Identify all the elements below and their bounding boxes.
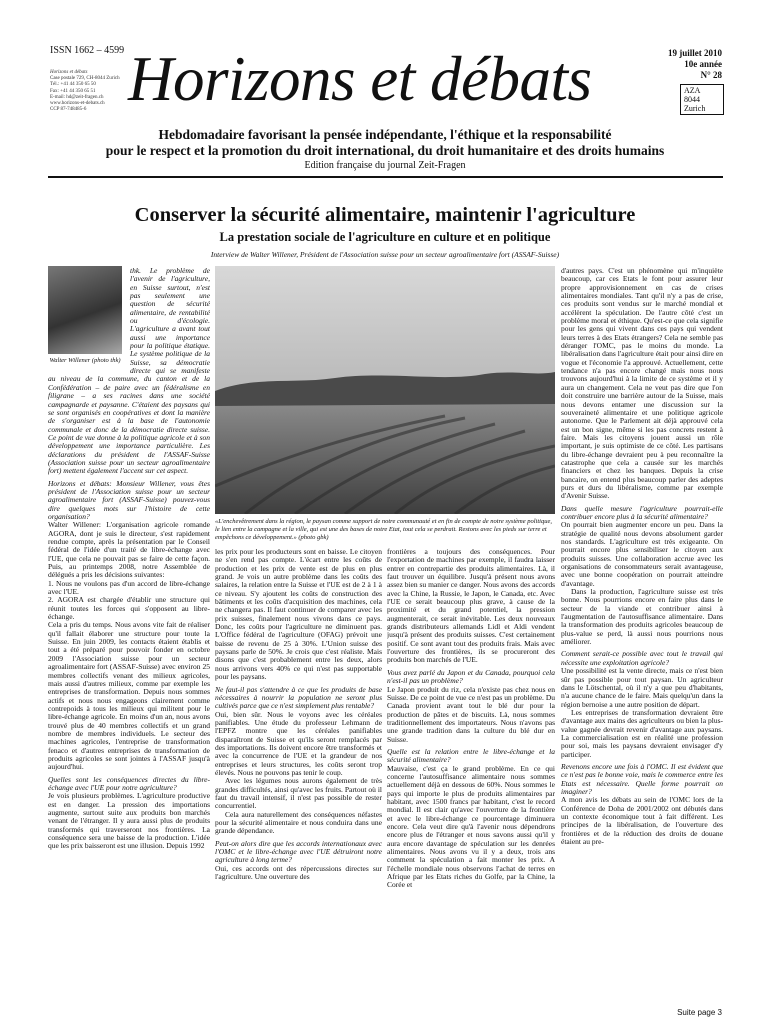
paragraph: Oui, bien sûr. Nous le voyons avec les céréales panifiables. Une étude du professeur Lehmann de l'EPFZ montre que les céréales panifiables disparaîtront de Suisse et qu'ils seront remplacés par des importations. Ils doivent encore être transformés et avec la concurrence de l'UE et la grandeur de nos entreprises et leurs structures, les coûts seront trop élevés. Nous ne pouvons pas tenir le coup. [215, 709, 382, 777]
author-photo-caption: Walter Willener (photo thk) [49, 357, 121, 364]
publisher-line: CCP 87-748485-6 [50, 107, 87, 113]
paragraph: A mon avis les débats au sein de l'OMC lors de la Conférence de Doha de 2001/2002 ont débutés dans un contexte économique tout à fait différent. Les principes de la libéralisation, de l'ouverture des frontières et de la réduction des droits de douane étaient au pre- [561, 795, 723, 847]
paragraph: Une possibilité est la vente directe, mais ce n'est bien sûr pas possible pour tout paysan. Un agriculteur dans le Lötschental, où il n'y a que peu d'habitants, n'a aucune chance de le faire. Mais quelqu'un dans la région bernoise a une autre position de départ. [561, 666, 723, 709]
publisher-line: Case postale 729, CH-8044 Zurich [50, 76, 120, 82]
paragraph: Cela a pris du temps. Nous avons vite fait de réaliser qu'il fallait élaborer une structure pour toute la Suisse. En juin 2009, les contacts étaient établis et tout a été préparé pour pouvoir fonder en octobre 2009 l'Association suisse pour un secteur agroalimentaire fort (ASSAF-Suisse) avec environ 25 membres collectifs venant des milieux agricoles, mais aussi d'autres milieux, comme par exemple les entreprises de transformation. Depuis nous sommes actifs et nous nous engageons clairement comme contrepoids à tous les milieux qui militent pour le libre-échange agricole. En moins d'un an, nous avons trouvé plus de 40 membres collectifs et un grand nombre de membres individuels. Le secteur des machines agricoles, l'entreprise de transformation fenaco et d'autres entreprises de transformation de produits agricoles se sont jointes à l'ASSAF jusqu'à aujourd'hui. [48, 620, 210, 772]
author-photo [48, 266, 122, 354]
paragraph: Les entreprises de transformation devraient être d'avantage aux mains des agriculteurs ou bien la plus-value gagnée devrait revenir d'avantage aux paysans. La commercialisation est en réalité une profession pour soi, mais les paysans devraient envisager d'y participer. [561, 707, 723, 759]
publisher-line: www.horizons-et-debats.ch [50, 101, 105, 107]
paragraph: Je vois plusieurs problèmes. L'agriculture productive est en danger. La pression des importations augmente, surtout suite aux produits bon marchés venant de l'étranger. Il y aura aussi plus de produits transformés qui traverseront nos frontières. La conséquence sera une baisse de la production. L'idée que les prix baisseront est une illusion. Depuis 1992 [48, 791, 210, 851]
interview-question: Quelles sont les conséquences directes du libre-échange avec l'UE pour notre agriculture? [48, 774, 210, 792]
paragraph: Oui, ces accords ont des répercussions directes sur l'agriculture. Une ouverture des [215, 863, 382, 882]
interview-question: Quelle est la relation entre le libre-échange et la sécurité alimentaire? [387, 746, 555, 765]
interview-question: Vous avez parlé du Japon et du Canada, pourquoi cela n'est-il pas un problème? [387, 667, 555, 686]
masthead-divider [48, 176, 723, 178]
issue-info [668, 48, 722, 81]
tagline-line-2: pour le respect et la promotion du droit international, du droit humanitaire et des droits humains [105, 143, 665, 158]
publisher-info [50, 70, 130, 113]
interview-question: Peut-on alors dire que les accords internationaux avec l'OMC et le libre-échange avec l'UE détruiront notre agriculture à long terme? [215, 838, 382, 865]
interview-question: Ne faut-il pas s'attendre à ce que les produits de base nécessaires à nourrir la population ne seront plus cultivés parce que ce n'est simplement plus rentable? [215, 684, 382, 711]
interview-question: Dans quelle mesure l'agriculture pourrait-elle contribuer encore plus à la sécurité alimentaire? [561, 503, 723, 521]
interview-byline: Interview de Walter Willener, Président de l'Association suisse pour un secteur agroalimentaire fort (ASSAF-Suisse) [210, 250, 560, 259]
paragraph: 1. Nous ne voulons pas d'un accord de libre-échange avec l'UE. [48, 578, 210, 597]
interview-question: Comment serait-ce possible avec tout le travail qui nécessite une exploitation agricole? [561, 649, 723, 667]
tagline [0, 127, 770, 159]
paragraph: Cela aura naturellement des conséquences néfastes pour la sécurité alimentaire et nous conduira dans une grande dépendance. [215, 809, 382, 836]
field-photo [215, 266, 555, 514]
publisher-line: Fax: +41 44 350 65 51 [50, 88, 96, 94]
paragraph: On pourrait bien augmenter encore un peu. Dans la stratégie de qualité nous devons absolument garder nos standards. L'agriculture est très exigeante. On pourrait encore plus sensibiliser le citoyen aux produits suisses. Une collaboration accrue avec les organisations de consommateurs serait avantageuse, avec une bonne coopération on pourrait atteindre d'avantage. [561, 520, 723, 588]
paragraph: Mauvaise, c'est ça le grand problème. En ce qui concerne l'autosuffisance alimentaire nous sommes actuellement déjà en dessous de 60%. Nous sommes le pays qui importe le plus de produits alimentaires par habitant, avec 1500 francs par habitant, c'est le record mondial. Il est clair qu'avec l'ouverture de la frontière et avec le libre-échange ce pourcentage diminuera encore. Cela veut dire qu'à l'avenir nous dépendrons encore plus de l'étranger et nous savons aussi qu'il y aura encore davantage de spéculation sur les denrées alimentaires. Nous avons vu il y a deux, trois ans comment la spéculation a fait monter les prix. A l'échelle mondiale nous observons l'achat de terres en Afrique par les Etats riches du Golfe, par la Chine, la Corée et [387, 763, 555, 890]
issue-number: N° 28 [700, 70, 722, 80]
publisher-line: Tél.: +41 44 350 65 50 [50, 82, 96, 88]
interview-question: Horizons et débats: Monsieur Willener, vous êtes président de l'Association suisse pour un secteur agroalimentaire fort (ASSAF-Suisse) pouvez-vous dire quelques mots sur l'histoire de cette organisation? [48, 478, 210, 521]
issn: ISSN 1662 – 4599 [50, 45, 125, 56]
issue-year: 10e année [684, 59, 722, 69]
paragraph: Walter Willener: L'organisation agricole romande AGORA, dont je suis le directeur, s'est rapidement rendue compte, après la présentation par le Conseil fédéral de l'idée d'un traité de libre-échange avec l'UE, que cela ne pouvait pas se faire de cette façon. Puis, au printemps 2008, notre Assemblée de délégués a pris les décisions suivantes: [48, 520, 210, 580]
paragraph: 2. AGORA est chargée d'établir une structure qui réunit toutes les forces qui s'opposent au libre-échange. [48, 595, 210, 622]
publisher-line: Horizons et débats [50, 70, 88, 75]
paragraph: les prix pour les producteurs sont en baisse. Le citoyen ne s'en rend pas compte. L'écart entre les coûts de production et les prix de vente est de plus en plus grand. Je vois un autre problème dans les coûts des salaires, la relation entre la Suisse et l'UE est de 2 à 1 à ce niveau. S'y ajoutent les coûts de construction des bâtiments et les coûts d'acquisition des machines, cela ne changera pas. Il faut continuer de comparer avec les prix suisses, finalement nous vivons dans ce pays. Donc, les coûts pour l'agriculture ne diminuent pas. L'Office fédéral de l'agriculture (OFAG) prévoit une baisse de revenu de 25 à 30%. L'Union suisse des paysans parle de 50%. Je crois que c'est réaliste. Mais disons que c'est probablement entre les deux, alors nous arrivons vers 40% ce qui n'est pas supportable pour les paysans. [215, 548, 382, 682]
postal-box [680, 84, 724, 115]
article-column-4 [561, 267, 723, 1003]
article-column-2 [215, 548, 382, 1003]
article-subheadline: La prestation sociale de l'agriculture en culture et en politique [219, 230, 551, 244]
interview-question: Revenons encore une fois à l'OMC. Il est évident que ce n'est pas le bonne voie, mais le commerce entre les Etats est nécessaire. Quelle forme pourrait on imaginer? [561, 761, 723, 796]
continued-link[interactable]: Suite page 3 [677, 1008, 722, 1017]
article-intro: thk. Le problème de l'avenir de l'agriculture, en Suisse surtout, n'est pas seulement une question de sécurité alimentaire, de rentabilité ou d'écologie. L'agriculture a avant tout aussi une importance pour la politique étatique. Le système politique de la Suisse, sa démocratie directe qui se manifeste au niveau de la commune, du canton et de la Confédération – de paire avec un fédéralisme en filigrane – a ses racines dans une société campagnarde et paysanne. C'étaient des paysans qui se sont organisés en coopératives et dont la manière de s'organiser est à la base de l'autonomie communale et donc de la démocratie directe suisse. Ce point de vue donne à la politique agricole et à son développement une importance particulière. Les déclarations du président de l'ASSAF-Suisse (Association suisse pour un secteur agroalimentaire fort) mettent également l'accent sur cet aspect. [48, 267, 210, 476]
paragraph: d'autres pays. C'est un phénomène qui m'inquiète beaucoup, car ces Etats le font pour assurer leur propre approvisionnement en cas de crises alimentaires mondiales. Tant qu'il n'y a pas de crise, ces produits sont vendus sur le marché mondial et accélèrent la spéculation. De l'autre côté c'est un problème moral et éthique. Qu'est-ce que cela signifie pour les gens qui vivent dans ces pays qui vendent leurs terres à des Etats étrangers? Cela ne semble pas déranger l'OMC, pas le moins du monde. La libéralisation dans l'agriculture était pour ainsi dire en vogue et l'économie l'a approuvé. Actuellement, cette tendance n'a pas encore changé mais nous nous trouvons aujourd'hui à la limite de ce système et il y aura un changement. Cela ne veut pas dire que l'on doit construire une barrière autour de la Suisse, mais nous devons entamer une discussion sur la souveraineté alimentaire et une politique agricole autonome. Que le Parlement ait déjà approuvé cela est un bon signe, même si les pas concrets restent à faire. Mais les citoyens jouent aussi un rôle important, je suis optimiste de ce côté. Les partisans du libre-échange devraient peu à peu reconnaître la catastrophe que cela a causée sur les marchés financiers et chez les banques. Depuis la crise bancaire, on entend plus beaucoup parler des adeptes purs et durs du libéralisme, comme par exemple d'Avenir Suisse. [561, 267, 723, 501]
newspaper-title: Horizons et débats [128, 44, 592, 114]
paragraph: frontières a toujours des conséquences. Pour l'exportation de machines par exemple, il faudra laisser entrer en contrepartie des produits alimentaires. Là, il faut trouver un équilibre. Jusqu'à présent nous avons assez bien su manier ce danger. Nous avons des accords avec la Chine, la Russie, le Japon, le Canada, etc. Avec l'UE ce serait beaucoup plus grave, à cause de la proximité et du grand potentiel, la pression augmenterait, ce serait inévitable. Les deux nouveaux grands distributeurs allemands Lidl et Aldi vendent jusqu'à présent des produits suisses. C'est certainement positif. Ce sont avant tout des produits frais. Mais avec l'ouverture des frontières, ils se procureront des produits bon marchés de l'UE. [387, 548, 555, 665]
article-column-3 [387, 548, 555, 1003]
paragraph: Dans la production, l'agriculture suisse est très bonne. Nous pourrions encore en faire plus dans le secteur de la viande et contribuer ainsi à l'augmentation de l'autosuffisance alimentaire. Dans la transformation des produits agricoles beaucoup de plus-value se perd, là aussi nous pourrions nous améliorer. [561, 587, 723, 647]
photo-caption: «L'enchevêtrement dans la région, le paysan comme support de notre communauté et en fin de compte de notre système politique, le lien entre la campagne et la ville, qui est une des bases de notre Etat, tout cela se perdrait. Restons avec les pieds sur terre et empêchons ce développement.» (photo gbk) [215, 518, 552, 541]
paragraph: Avec les légumes nous aurons également de très grandes difficultés, ainsi qu'avec les fruits. Partout où il faut du travail intensif, il n'est pas possible de rester concurrentiel. [215, 776, 382, 811]
article-headline: Conserver la sécurité alimentaire, maintenir l'agriculture [134, 204, 636, 226]
article-column-1 [48, 267, 210, 1002]
postal-zurich: 8044 Zurich [684, 95, 706, 113]
publisher-line: E-mail: hd@zeit-fragen.ch [50, 94, 104, 100]
paragraph: Le Japon produit du riz, cela n'existe pas chez nous en Suisse. De ce point de vue ce n'est pas un problème. Du Canada provient avant tout le blé dur pour la production de pâtes et de biscuits. Là, nous sommes traditionnellement des importateurs. Nous n'avons pas une grande tradition dans la culture du blé dur en Suisse. [387, 684, 555, 744]
tagline-line-1: Hebdomadaire favorisant la pensée indépendante, l'éthique et la responsabilité [158, 127, 612, 142]
edition-note: Edition française du journal Zeit-Fragen [304, 160, 466, 171]
aza-label: AZA [684, 86, 701, 95]
issue-date: 19 juillet 2010 [668, 48, 722, 58]
